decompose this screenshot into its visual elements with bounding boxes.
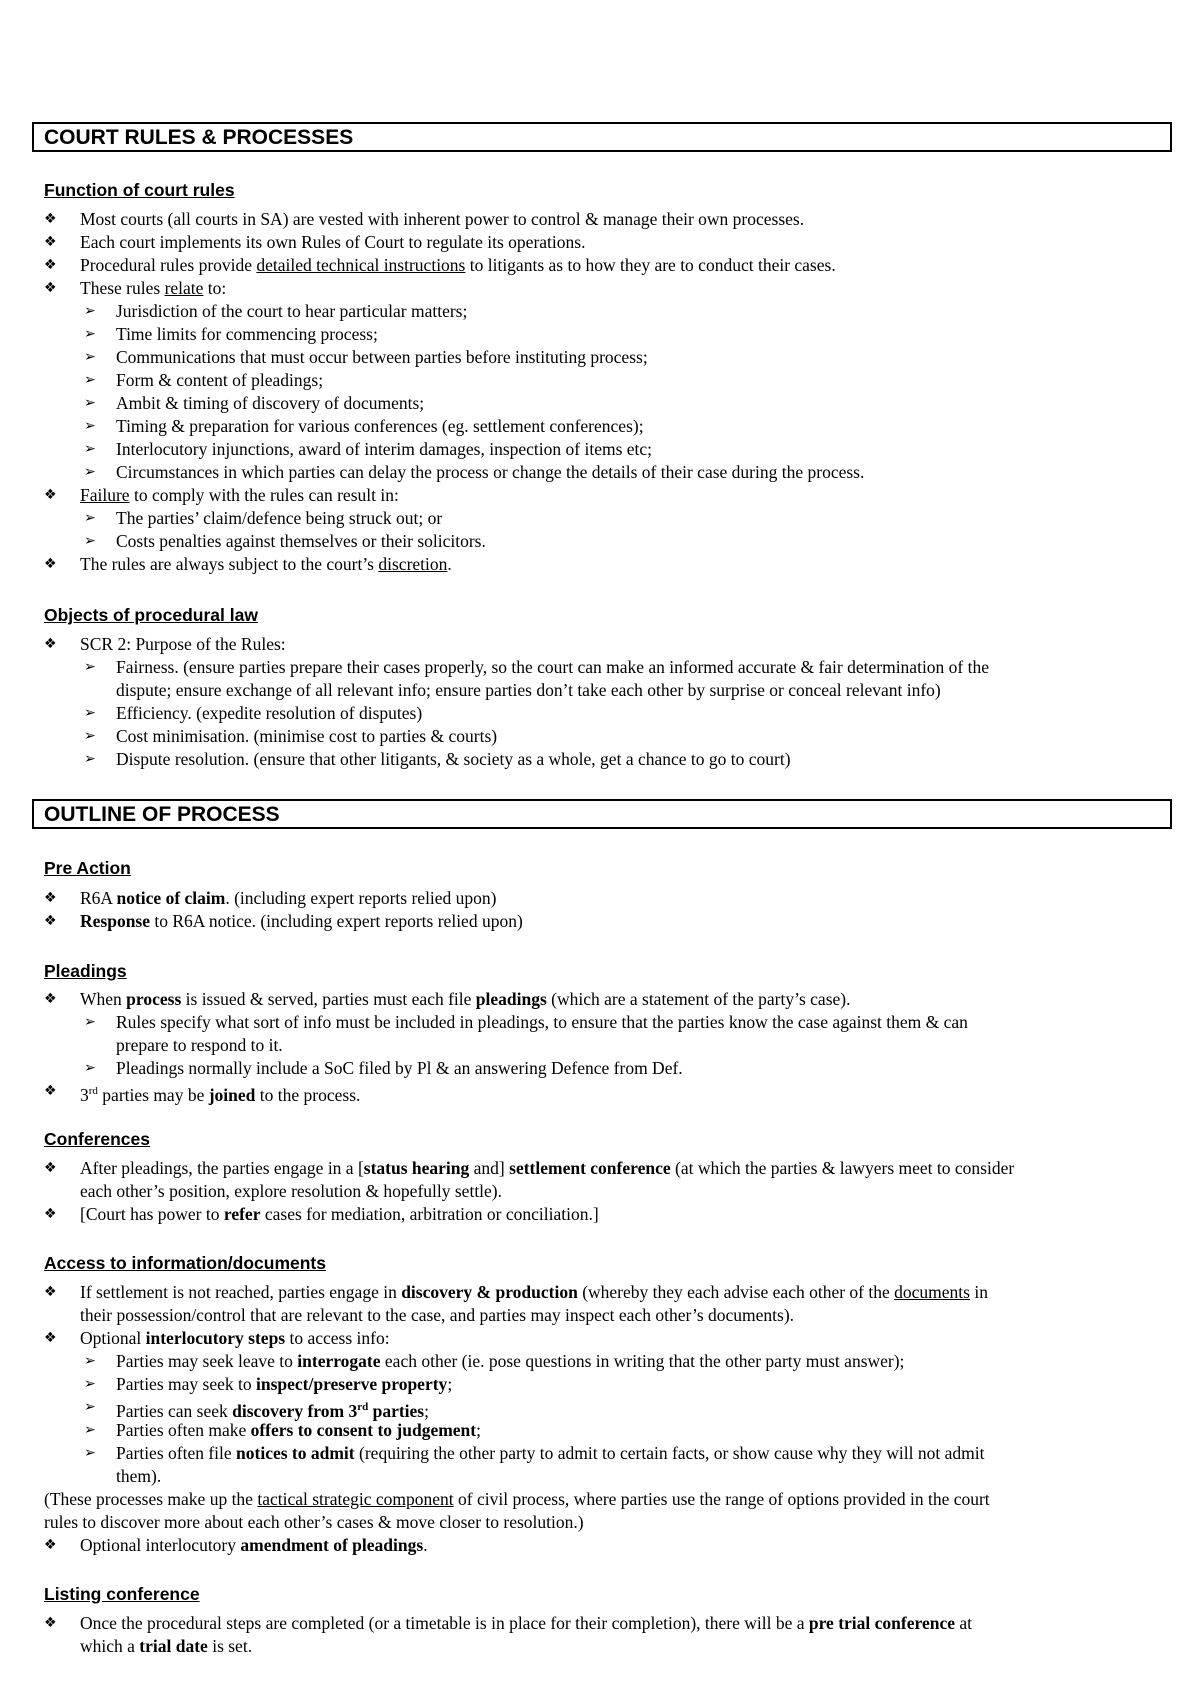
arrow-bullet-icon: ➢ <box>84 441 96 457</box>
diamond-bullet-icon: ❖ <box>44 556 57 572</box>
arrow-bullet-icon: ➢ <box>84 1353 96 1369</box>
diamond-bullet-icon: ❖ <box>44 991 57 1007</box>
subheading-conferences: Conferences <box>44 1129 151 1149</box>
arrow-bullet-icon: ➢ <box>84 1445 96 1461</box>
subheading-listing: Listing conference <box>44 1584 200 1604</box>
list-item-continuation: each other’s position, explore resolution & hopefully settle). <box>80 1181 503 1201</box>
arrow-bullet-icon: ➢ <box>84 464 96 480</box>
section-header-outline <box>32 799 1172 829</box>
sub-list-item-continuation: dispute; ensure exchange of all relevant info; ensure parties don’t take each other by surprise or conceal relevant info) <box>116 680 941 700</box>
arrow-bullet-icon: ➢ <box>84 372 96 388</box>
section-title: OUTLINE OF PROCESS <box>44 803 280 826</box>
arrow-bullet-icon: ➢ <box>84 728 96 744</box>
arrow-bullet-icon: ➢ <box>84 418 96 434</box>
arrow-bullet-icon: ➢ <box>84 303 96 319</box>
diamond-bullet-icon: ❖ <box>44 257 57 273</box>
arrow-bullet-icon: ➢ <box>84 1014 96 1030</box>
list-item-continuation: which a trial date is set. <box>80 1636 253 1656</box>
diamond-bullet-icon: ❖ <box>44 280 57 296</box>
diamond-bullet-icon: ❖ <box>44 636 57 652</box>
diamond-bullet-icon: ❖ <box>44 1083 57 1099</box>
section-title: COURT RULES & PROCESSES <box>44 126 354 149</box>
diamond-bullet-icon: ❖ <box>44 1615 57 1631</box>
section-header-court-rules <box>32 122 1172 152</box>
diamond-bullet-icon: ❖ <box>44 1206 57 1222</box>
diamond-bullet-icon: ❖ <box>44 1330 57 1346</box>
arrow-bullet-icon: ➢ <box>84 1060 96 1076</box>
arrow-bullet-icon: ➢ <box>84 1399 96 1415</box>
arrow-bullet-icon: ➢ <box>84 1422 96 1438</box>
subheading-objects: Objects of procedural law <box>44 605 258 625</box>
diamond-bullet-icon: ❖ <box>44 1537 57 1553</box>
arrow-bullet-icon: ➢ <box>84 751 96 767</box>
document-page: COURT RULES & PROCESSES Function of court rules ❖ Most courts (all courts in SA) are vested with inherent power to control & manage their own processes. ❖ Each court implements its own Rules of Court to regulate its operations. ❖ Procedural rules provide detailed technical instructions to litigants as to how they are to conduct their cases. ❖ These rules relate to: ➢ Jurisdiction of the court to hear particular matters; ➢ Time limits for commencing process; ➢ Communications that must occur between parties before instituting process; ➢ Form & content of pleadings; ➢ Ambit & timing of discovery of documents; ➢ Timing & preparation for various conferences (eg. settlement conferences); ➢ Interlocutory injunctions, award of interim damages, inspection of items etc; ➢ Circumstances in which parties can delay the process or change the details of their case during the process. ❖ Failure to comply with the rules can result in: ➢ The parties’ claim/defence being struck out; or ➢ Costs penalties against themselves or their solicitors. ❖ The rules are always subject to the court’s discretion. Objects of procedural law ❖ SCR 2: Purpose of the Rules: ➢ Fairness. (ensure parties prepare their cases properly, so the court can make an informed accurate & fair determination of the dispute; ensure exchange of all relevant info; ensure parties don’t take each other by surprise or conceal relevant info) ➢ Efficiency. (expedite resolution of disputes) ➢ Cost minimisation. (minimise cost to parties & courts) ➢ Dispute resolution. (ensure that other litigants, & society as a whole, get a chance to go to court) OUTLINE OF PROCESS Pre Action ❖ R6A notice of claim. (including expert reports relied upon) ❖ Response to R6A notice. (including expert reports relied upon) Pleadings ❖ When process is issued & served, parties must each file pleadings (which are a statement of the party’s case). ➢ Rules specify what sort of info must be included in pleadings, to ensure that the parties know the case against them & can prepare to respond to it. ➢ Pleadings normally include a SoC filed by Pl & an answering Defence from Def. ❖ 3rd parties may be joined to the process. Conferences ❖ After pleadings, the parties engage in a [status hearing and] settlement conference (at which the parties & lawyers meet to consider each other’s position, explore resolution & hopefully settle). ❖ [Court has power to refer cases for mediation, arbitration or conciliation.] Access to information/documents ❖ If settlement is not reached, parties engage in discovery & production (whereby they each advise each other of the documents in their possession/control that are relevant to the case, and parties may inspect each other’s documents). ❖ Optional interlocutory steps to access info: ➢ Parties may seek leave to interrogate each other (ie. pose questions in writing that the other party must answer); ➢ Parties may seek to inspect/preserve property; ➢ Parties can seek discovery from 3rd parties; ➢ Parties often make offers to consent to judgement; ➢ Parties often file notices to admit (requiring the other party to admit to certain facts, or show cause why they will not admit them). (These processes make up the tactical strategic component of civil process, where parties use the range of options provided in the court rules to discover more about each other’s cases & move closer to resolution.) ❖ Optional interlocutory amendment of pleadings. Listing conference ❖ Once the procedural steps are completed (or a timetable is in place for their completion), there will be a pre trial conference at which a trial date is set. <box>0 0 1200 1698</box>
sub-list-item-continuation: prepare to respond to it. <box>116 1035 283 1055</box>
arrow-bullet-icon: ➢ <box>84 510 96 526</box>
diamond-bullet-icon: ❖ <box>44 1284 57 1300</box>
diamond-bullet-icon: ❖ <box>44 487 57 503</box>
arrow-bullet-icon: ➢ <box>84 1376 96 1392</box>
note-paragraph-continuation: rules to discover more about each other’s cases & move closer to resolution.) <box>44 1512 584 1532</box>
diamond-bullet-icon: ❖ <box>44 234 57 250</box>
arrow-bullet-icon: ➢ <box>84 349 96 365</box>
diamond-bullet-icon: ❖ <box>44 1160 57 1176</box>
subheading-access: Access to information/documents <box>44 1253 326 1273</box>
subheading-function: Function of court rules <box>44 180 235 200</box>
diamond-bullet-icon: ❖ <box>44 890 57 906</box>
subheading-pre-action: Pre Action <box>44 858 131 878</box>
sub-list-item-continuation: them). <box>116 1466 162 1486</box>
arrow-bullet-icon: ➢ <box>84 533 96 549</box>
note-paragraph: (These processes make up the tactical strategic component of civil process, where parties use the range of options provided in the court <box>44 1489 990 1509</box>
arrow-bullet-icon: ➢ <box>84 395 96 411</box>
list-item-continuation: their possession/control that are relevant to the case, and parties may inspect each other’s documents). <box>80 1305 795 1325</box>
arrow-bullet-icon: ➢ <box>84 659 96 675</box>
subheading-pleadings: Pleadings <box>44 961 127 981</box>
diamond-bullet-icon: ❖ <box>44 211 57 227</box>
diamond-bullet-icon: ❖ <box>44 913 57 929</box>
arrow-bullet-icon: ➢ <box>84 326 96 342</box>
arrow-bullet-icon: ➢ <box>84 705 96 721</box>
